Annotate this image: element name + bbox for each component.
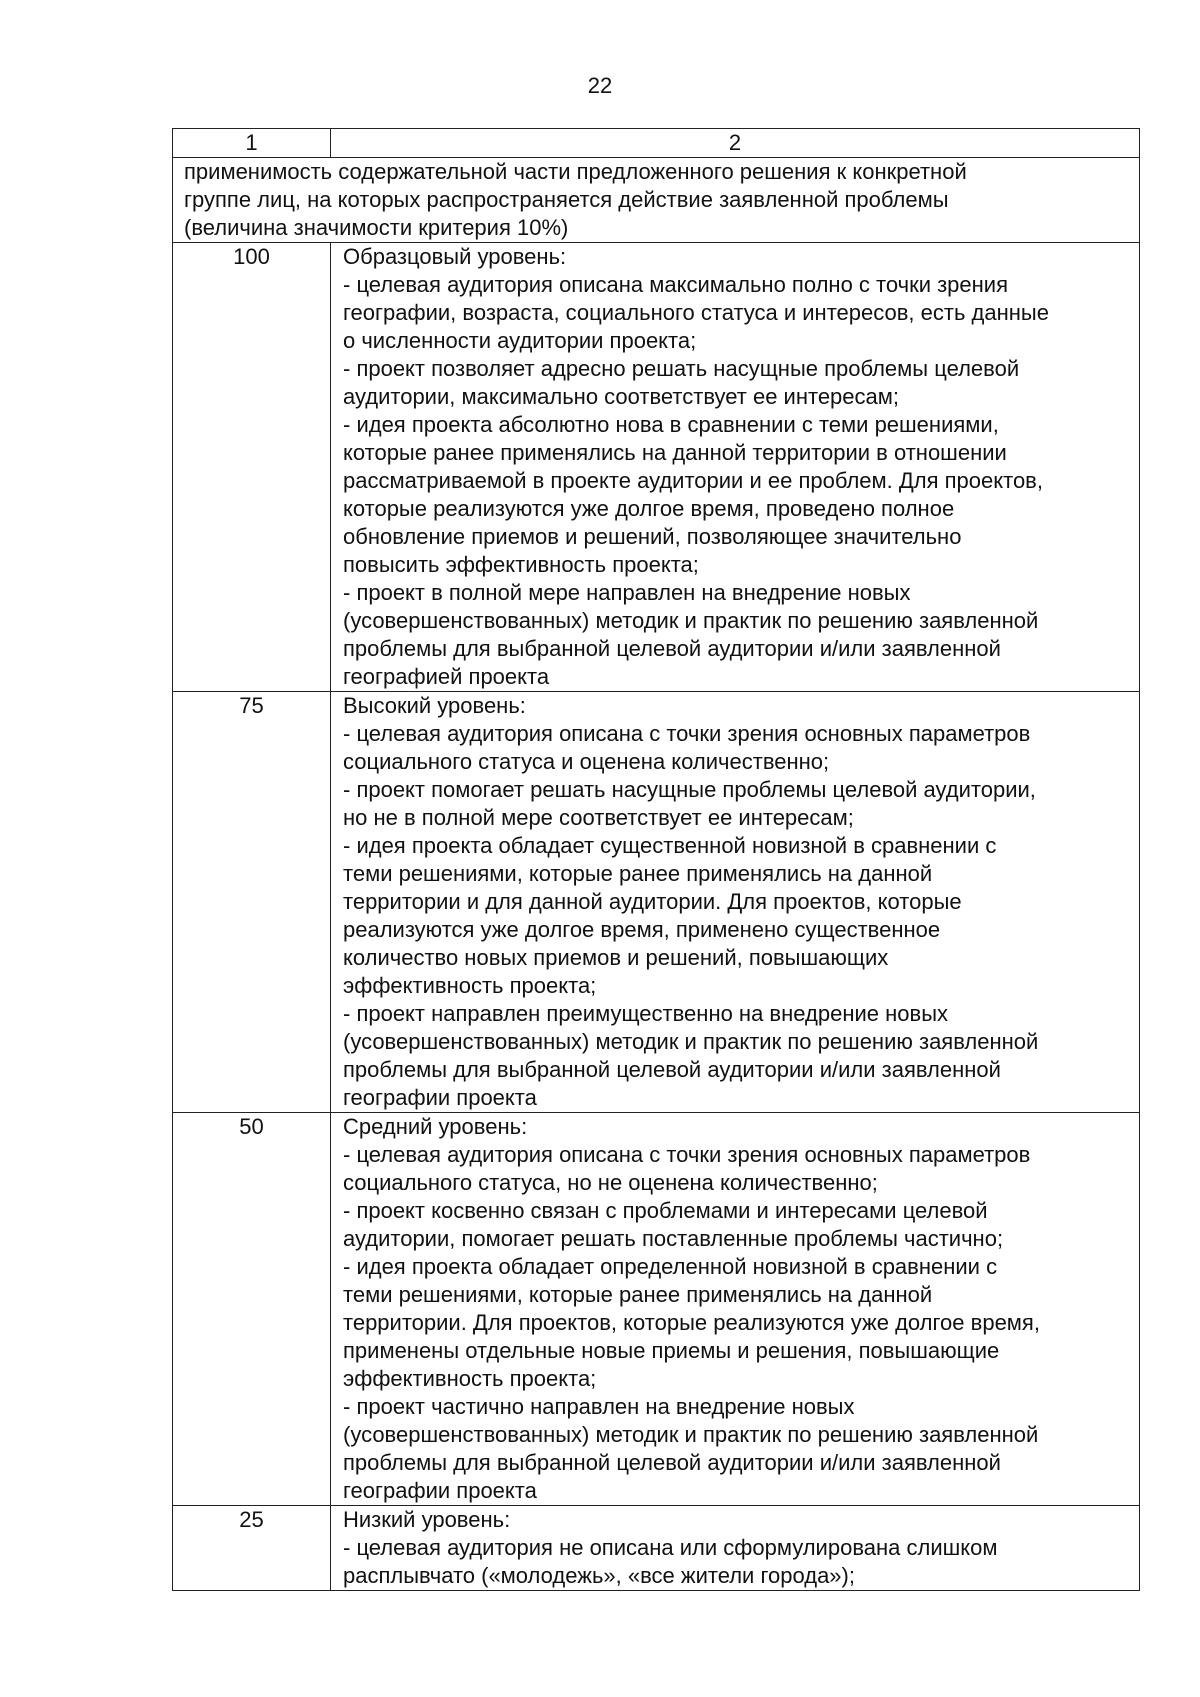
- header-row: [173, 129, 1140, 158]
- description-line: которые ранее применялись на данной территории в отношении: [343, 440, 1007, 465]
- intro-line: группе лиц, на которых распространяется действие заявленной проблемы: [184, 187, 949, 212]
- level-description-cell: [331, 1506, 1140, 1591]
- description-line: - проект в полной мере направлен на внедрение новых: [343, 580, 911, 605]
- description-line: - проект частично направлен на внедрение новых: [343, 1394, 855, 1419]
- header-cell-1: 1: [173, 129, 331, 158]
- description-line: - целевая аудитория описана максимально полно с точки зрения: [343, 272, 1009, 297]
- description-line: аудитории, помогает решать поставленные проблемы частично;: [343, 1226, 1004, 1251]
- description-line: которые реализуются уже долгое время, проведено полное: [343, 496, 955, 521]
- description-line: проблемы для выбранной целевой аудитории и/или заявленной: [343, 1450, 1001, 1475]
- description-line: - проект косвенно связан с проблемами и интересами целевой: [343, 1198, 988, 1223]
- description-line: - целевая аудитория описана с точки зрения основных параметров: [343, 721, 1031, 746]
- description-line: географии, возраста, социального статуса и интересов, есть данные: [343, 300, 1049, 325]
- description-line: расплывчато («молодежь», «все жители города»);: [343, 1563, 855, 1588]
- description-line: географии проекта: [343, 1478, 537, 1503]
- description-line: реализуются уже долгое время, применено существенное: [343, 917, 941, 942]
- description-line: проблемы для выбранной целевой аудитории и/или заявленной: [343, 636, 1001, 661]
- description-line: - идея проекта обладает существенной новизной в сравнении с: [343, 833, 997, 858]
- description-line: - идея проекта абсолютно нова в сравнении с теми решениями,: [343, 412, 999, 437]
- description-line: о численности аудитории проекта;: [343, 328, 697, 353]
- score-row: [173, 692, 1140, 1113]
- intro-row: [173, 158, 1140, 243]
- description-line: аудитории, максимально соответствует ее интересам;: [343, 384, 900, 409]
- score-row: [173, 1506, 1140, 1591]
- score-row: [173, 1113, 1140, 1506]
- description-line: (усовершенствованных) методик и практик по решению заявленной: [343, 1029, 1039, 1054]
- level-description-cell: [331, 692, 1140, 1113]
- description-line: - целевая аудитория не описана или сформулирована слишком: [343, 1535, 998, 1560]
- description-line: географией проекта: [343, 664, 550, 689]
- criterion-description: [173, 158, 1140, 243]
- description-line: теми решениями, которые ранее применялись на данной: [343, 1282, 933, 1307]
- description-line: - проект помогает решать насущные проблемы целевой аудитории,: [343, 777, 1036, 802]
- description-line: - целевая аудитория описана с точки зрения основных параметров: [343, 1142, 1031, 1167]
- description-line: теми решениями, которые ранее применялись на данной: [343, 861, 933, 886]
- description-line: эффективность проекта;: [343, 1366, 597, 1391]
- level-title: Низкий уровень:: [343, 1507, 511, 1532]
- intro-line: (величина значимости критерия 10%): [184, 215, 569, 240]
- description-line: количество новых приемов и решений, повышающих: [343, 945, 889, 970]
- score-row: [173, 243, 1140, 692]
- description-line: территории. Для проектов, которые реализуются уже долгое время,: [343, 1310, 1040, 1335]
- score-cell: 25: [173, 1506, 331, 1591]
- description-line: - идея проекта обладает определенной новизной в сравнении с: [343, 1254, 998, 1279]
- level-description-cell: [331, 243, 1140, 692]
- description-line: эффективность проекта;: [343, 973, 597, 998]
- level-title: Высокий уровень:: [343, 693, 526, 718]
- description-line: проблемы для выбранной целевой аудитории и/или заявленной: [343, 1057, 1001, 1082]
- page-number: 22: [587, 73, 613, 98]
- level-description-cell: [331, 1113, 1140, 1506]
- description-line: обновление приемов и решений, позволяющее значительно: [343, 524, 962, 549]
- description-line: социального статуса, но не оценена количественно;: [343, 1170, 878, 1195]
- description-line: - проект направлен преимущественно на внедрение новых: [343, 1001, 948, 1026]
- description-line: повысить эффективность проекта;: [343, 552, 699, 577]
- score-cell: 100: [173, 243, 331, 692]
- description-line: - проект позволяет адресно решать насущные проблемы целевой: [343, 356, 1020, 381]
- description-line: географии проекта: [343, 1085, 537, 1110]
- description-line: территории и для данной аудитории. Для проектов, которые: [343, 889, 962, 914]
- description-line: (усовершенствованных) методик и практик по решению заявленной: [343, 1422, 1039, 1447]
- description-line: рассматриваемой в проекте аудитории и ее проблем. Для проектов,: [343, 468, 1043, 493]
- description-line: социального статуса и оценена количественно;: [343, 749, 830, 774]
- description-line: применены отдельные новые приемы и решения, повышающие: [343, 1338, 1000, 1363]
- description-line: но не в полной мере соответствует ее интересам;: [343, 805, 854, 830]
- level-title: Средний уровень:: [343, 1114, 528, 1139]
- score-cell: 75: [173, 692, 331, 1113]
- header-cell-2: 2: [331, 129, 1140, 158]
- level-title: Образцовый уровень:: [343, 244, 567, 269]
- intro-line: применимость содержательной части предложенного решения к конкретной: [184, 159, 967, 184]
- criteria-table: [172, 128, 1140, 1591]
- score-cell: 50: [173, 1113, 331, 1506]
- description-line: (усовершенствованных) методик и практик по решению заявленной: [343, 608, 1039, 633]
